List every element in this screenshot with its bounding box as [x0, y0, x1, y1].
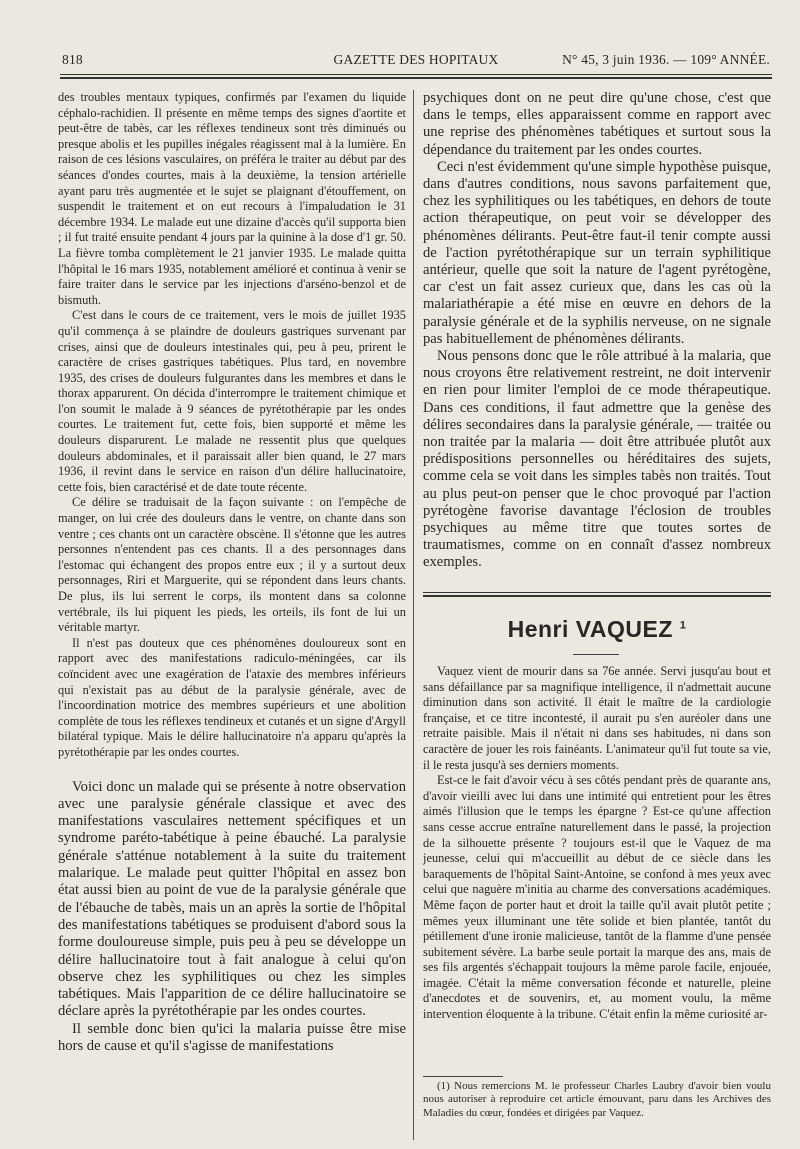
right-paragraph-2: Ceci n'est évidemment qu'une simple hypothèse puisque, dans d'autres conditions, nous savons parfaitement que, chez les syphilitiques ou les tabétiques, en dehors de toute action thérapeutique, on peut voir se développer des phénomènes délirants. Peut-être faut-il tenir compte aussi de l'action pyrétothérapique sur un terrain syphilitique antérieur, quelle que soit la nature de l'agent pyrétogène, car c'est un fait assez curieux que, dans les cas où la malariathérapie a été mise en œuvre en dehors de la paralysie générale et de la syphilis nerveuse, on ne signale pas habituellement de phénomènes délirants.: [423, 158, 771, 347]
title-rule: [573, 654, 619, 655]
footnote: [423, 1080, 771, 1120]
left-paragraph-1: des troubles mentaux typiques, confirmés par l'examen du liquide céphalo-rachidien. Il présente en même temps des signes d'aortite et peut-être de tabès, car les réflexes tendineux sont très diminués ou presque abolis et les pupilles inégales réagissent mal à la lumière. En raison de ces lésions vasculaires, on préféra le traiter au début par des séances d'ondes courtes, mais à la deuxième, la tension artérielle ayant paru très augmentée et le sujet se plaignant d'étouffement, on suspendit le traitement et on eut recours à l'impaludation le 31 décembre 1934. Le malade eut une dizaine d'accès qu'il supporta bien ; il fut traité ensuite pendant 4 jours par la quinine à la dose d'1 gr. 50. La fièvre tomba complètement le 21 janvier 1935. Le malade quitta l'hôpital le 16 mars 1935, notablement amélioré et continua à venir se faire traiter dans le service par les injections d'arséno-benzol et de bismuth.: [58, 90, 406, 307]
footnote-text: (1) Nous remercions M. le professeur Charles Laubry d'avoir bien voulu nous autoriser à reproduire cet article émouvant, paru dans les Archives des Maladies du cœur, fondées et dirigées par Vaquez.: [423, 1080, 771, 1119]
footnote-rule: [423, 1076, 503, 1077]
obituary-title: [423, 616, 771, 643]
column-divider: [413, 90, 414, 1140]
obituary-paragraph-2: Est-ce le fait d'avoir vécu à ses côtés pendant près de quarante ans, d'avoir vieilli avec lui dans une intimité qui entretient pour les êtres aimés l'illusion que le temps les épargne ? Est-ce qu'une affection sans cesse accrue entraîne naturellement dans le passé, la projection de la silhouette présente ? toujours est-il que le Vaquez de ma jeunesse, celui qui m'accueillit au début de ce siècle dans les baraquements de l'hôpital Saint-Antoine, se confond à mes yeux avec celui que naguère m'initia au charme des conversations académiques. Même façon de porter haut et droit la taille qu'il avait plutôt petite ; mêmes yeux illuminant une tête solide et bien plantée, tantôt du pétillement d'une ironie malicieuse, tantôt de la flamme d'une pensée subitement sévère. La barbe seule portait la marque des ans, mais de ses fils argentés s'échappait toujours la même parole facile, enjouée, imagée. C'était la même conversation féconde et naturelle, pleine d'anecdotes et de souvenirs, et, au moment voulu, la même intervention éloquente à la tribune. C'était enfin la même curiosité ar-: [423, 773, 771, 1022]
obituary-body: [423, 664, 771, 1023]
left-paragraph-3: Ce délire se traduisait de la façon suivante : on l'empêche de manger, on lui crée des douleurs dans le ventre, on chante dans son ventre ; ces chants ont un caractère obscène. Il s'étonne que les autres personnes n'entendent pas ces chants. Il a des personnages dans l'estomac qui échangent des propos entre eux ; il y a surtout deux personnages, Riri et Marguerite, qui se répondent dans leurs chants. De plus, ils lui serrent le corps, ils montent dans sa colonne vertébrale, ils lui piquent les pieds, les orteils, ils font de lui un véritable martyr.: [58, 495, 406, 635]
right-paragraph-1: psychiques dont on ne peut dire qu'une chose, c'est que dans le temps, elles apparaissent comme en rapport avec une reprise des phénomènes tabétiques et surtout sous la dépendance du traitement par les ondes courtes.: [423, 90, 771, 158]
right-paragraph-3: Nous pensons donc que le rôle attribué à la malaria, que nous croyons être relativement restreint, ne doit intervenir en rien pour limiter l'emploi de ce mode thérapeutique. Dans ces conditions, il faut admettre que la genèse des délires secondaires dans la paralysie générale, — traitée ou non traitée par la malaria — doit être attribuée plutôt aux prédispositions personnelles ou héréditaires des sujets, comme cela se voit dans les simples tabès non traités. Tout au plus peut-on penser que le choc provoqué par l'action pyrétogène favorise davantage l'éclosion de troubles psychiques au même titre que toutes sortes de traumatismes, comme on en connaît d'assez nombreux exemples.: [423, 348, 771, 571]
left-paragraph-4: Il n'est pas douteux que ces phénomènes douloureux sont en rapport avec des manifestations radiculo-méningées, car ils coïncident avec une exagération de l'ataxie des membres inférieurs qui n'existait pas au début de la paralysie générale, avec de l'incoordination motrice des membres supérieurs et une abolition complète de tous les réflexes tendineux et cutanés et un signe d'Argyll bilatéral typique. Mais le délire hallucinatoire n'a apparu qu'après la pyrétothérapie par les ondes courtes.: [58, 635, 406, 759]
page-header: [60, 50, 772, 72]
header-rule-thick: [60, 77, 772, 79]
section-rule-thick: [423, 595, 771, 597]
left-paragraph-5: Voici donc un malade qui se présente à notre observation avec une paralysie générale classique et avec des manifestations vasculaires nettement spécifiques et un syndrome paréto-tabétique à peine ébauché. La paralysie générale s'atténue notablement à la suite du traitement malarique. Le malade peut quitter l'hôpital en assez bon état aussi bien au point de vue de la paralysie générale que de l'ébauche de tabès, mais un an après la sortie de l'hôpital des manifestations tabétiques se produisent d'abord sous la forme douloureuse simple, puis peu à peu se développe un délire hallucinatoire tout à fait analogue à celui qu'on observe chez les syphilitiques ou chez les simples tabétiques. Mais l'apparition de ce délire hallucinatoire se déclare après la pyrétothérapie par les ondes courtes.: [58, 778, 406, 1020]
obituary-title-text: Henri VAQUEZ: [507, 616, 673, 642]
left-paragraph-2: C'est dans le cours de ce traitement, vers le mois de juillet 1935 qu'il commença à se plaindre de douleurs gastriques survenant par crises, ainsi que de douleurs intestinales qui, peu à peu, prirent le caractère de crises gastriques tabétiques. Plus tard, en novembre 1935, des crises de douleurs fulgurantes dans les membres et dans le thorax apparurent. On décida d'interrompre le traitement chimique et l'on soumit le malade à 9 séances de pyrétothérapie par les ondes courtes. Le traitement fut, cette fois, bien supporté et même les douleurs disparurent. Le malade ne ressentit plus que quelques douleurs abdominales, et il paraissait aller bien quand, le 27 mars 1936, il revint dans le service en raison d'un délire hallucinatoire, cette fois, bien caractérisé et de date toute récente.: [58, 308, 406, 494]
left-column: [58, 90, 406, 1055]
footnote-marker: 1: [679, 619, 687, 632]
header-rule: [60, 74, 772, 75]
journal-title: GAZETTE DES HOPITAUX: [333, 52, 499, 67]
obituary-paragraph-1: Vaquez vient de mourir dans sa 76e année. Servi jusqu'au bout et sans défaillance par sa magnifique intelligence, il n'admettait aucune diminution dans son activité. Il était le maître de la cardiologie française, et ce titre incontesté, il aurait pu s'en auréoler dans une retraite paisible. Mais il n'était ni dans ses habitudes, ni dans son caractère de jouer les rois fainéants. L'animateur qu'il fut toute sa vie, il le resta jusqu'à ses derniers moments.: [423, 664, 771, 772]
section-rule: [423, 592, 771, 593]
right-column: [423, 90, 771, 572]
left-paragraph-6: Il semble donc bien qu'ici la malaria puisse être mise hors de cause et qu'il s'agisse de manifestations: [58, 1020, 406, 1054]
issue-info: N° 45, 3 juin 1936. — 109° ANNÉE.: [562, 52, 770, 67]
page-number: 818: [62, 52, 83, 67]
